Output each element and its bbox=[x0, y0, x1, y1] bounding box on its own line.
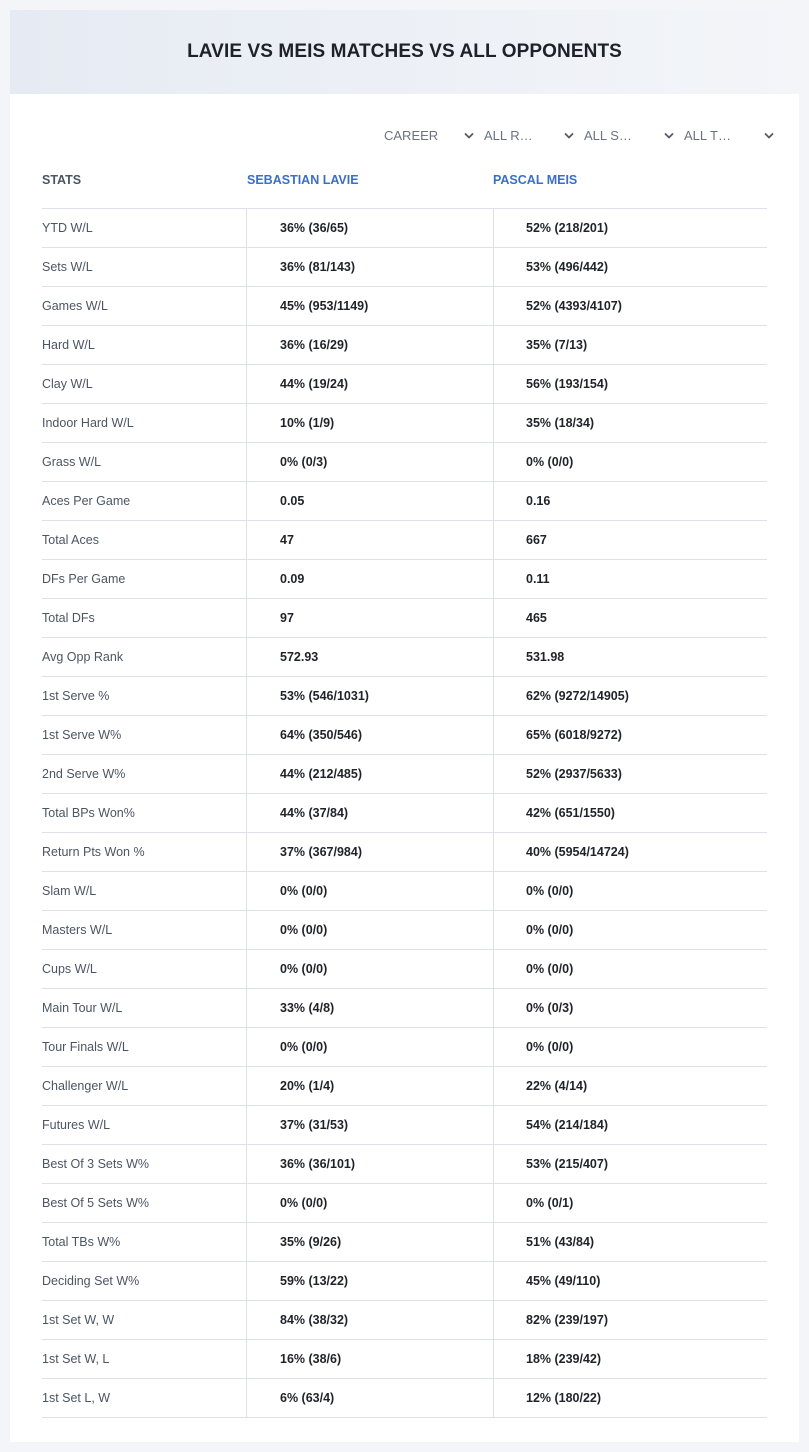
stat-label: Best Of 5 Sets W% bbox=[42, 1196, 149, 1210]
player2-value: 0% (0/0) bbox=[493, 872, 767, 910]
player1-value: 0.05 bbox=[246, 482, 492, 520]
table-row bbox=[42, 1301, 767, 1340]
table-row bbox=[42, 521, 767, 560]
stat-label: Grass W/L bbox=[42, 455, 102, 469]
table-row bbox=[42, 833, 767, 872]
player1-value: 45% (953/1149) bbox=[246, 287, 492, 325]
table-row bbox=[42, 287, 767, 326]
table-row bbox=[42, 443, 767, 482]
table-row bbox=[42, 872, 767, 911]
player1-value: 97 bbox=[246, 599, 492, 637]
table-row bbox=[42, 950, 767, 989]
table-row bbox=[42, 716, 767, 755]
player2-value: 56% (193/154) bbox=[493, 365, 767, 403]
table-row bbox=[42, 404, 767, 443]
player1-value: 6% (63/4) bbox=[246, 1379, 492, 1417]
table-row bbox=[42, 209, 767, 248]
player2-value: 0.11 bbox=[493, 560, 767, 598]
player1-value: 36% (16/29) bbox=[246, 326, 492, 364]
column-header-player1[interactable]: SEBASTIAN LAVIE bbox=[247, 173, 359, 187]
player2-value: 0% (0/0) bbox=[493, 911, 767, 949]
player1-value: 36% (36/101) bbox=[246, 1145, 492, 1183]
player1-value: 36% (81/143) bbox=[246, 248, 492, 286]
filter-label: CAREER bbox=[384, 128, 439, 143]
stat-label: Hard W/L bbox=[42, 338, 95, 352]
table-row bbox=[42, 677, 767, 716]
table-row bbox=[42, 365, 767, 404]
stat-label: YTD W/L bbox=[42, 221, 93, 235]
filter-surface-select[interactable] bbox=[584, 127, 684, 145]
table-row bbox=[42, 638, 767, 677]
player2-value: 0% (0/0) bbox=[493, 1028, 767, 1066]
table-row bbox=[42, 1106, 767, 1145]
stat-label: Main Tour W/L bbox=[42, 1001, 123, 1015]
table-row bbox=[42, 1379, 767, 1418]
column-header-stats: STATS bbox=[42, 173, 82, 187]
stat-label: 1st Set W, L bbox=[42, 1352, 110, 1366]
player1-value: 35% (9/26) bbox=[246, 1223, 492, 1261]
player2-value: 18% (239/42) bbox=[493, 1340, 767, 1378]
stat-label: Aces Per Game bbox=[42, 494, 131, 508]
player2-value: 35% (18/34) bbox=[493, 404, 767, 442]
stat-label: 1st Set W, W bbox=[42, 1313, 115, 1327]
player2-value: 62% (9272/14905) bbox=[493, 677, 767, 715]
table-header bbox=[42, 171, 767, 209]
stat-label: Tour Finals W/L bbox=[42, 1040, 129, 1054]
table-row bbox=[42, 482, 767, 521]
player2-value: 0% (0/0) bbox=[493, 950, 767, 988]
player1-value: 44% (37/84) bbox=[246, 794, 492, 832]
table-row bbox=[42, 560, 767, 599]
stat-label: Masters W/L bbox=[42, 923, 113, 937]
player1-value: 0% (0/0) bbox=[246, 872, 492, 910]
table-row bbox=[42, 911, 767, 950]
page-header bbox=[10, 10, 799, 94]
player1-value: 59% (13/22) bbox=[246, 1262, 492, 1300]
stat-label: 2nd Serve W% bbox=[42, 767, 126, 781]
stats-card bbox=[10, 10, 799, 1442]
table-row bbox=[42, 1184, 767, 1223]
stat-label: Avg Opp Rank bbox=[42, 650, 124, 664]
player1-value: 33% (4/8) bbox=[246, 989, 492, 1027]
filter-round-select[interactable] bbox=[484, 127, 584, 145]
table-row bbox=[42, 599, 767, 638]
player2-value: 0% (0/1) bbox=[493, 1184, 767, 1222]
player2-value: 52% (218/201) bbox=[493, 209, 767, 247]
stat-label: 1st Serve W% bbox=[42, 728, 122, 742]
player2-value: 0% (0/3) bbox=[493, 989, 767, 1027]
chevron-down-icon bbox=[664, 131, 674, 141]
player1-value: 84% (38/32) bbox=[246, 1301, 492, 1339]
player2-value: 667 bbox=[493, 521, 767, 559]
table-row bbox=[42, 1145, 767, 1184]
chevron-down-icon bbox=[464, 131, 474, 141]
player1-value: 572.93 bbox=[246, 638, 492, 676]
filter-bar bbox=[384, 127, 784, 145]
filter-label: ALL T… bbox=[684, 128, 731, 143]
player1-value: 16% (38/6) bbox=[246, 1340, 492, 1378]
player1-value: 44% (212/485) bbox=[246, 755, 492, 793]
stat-label: Games W/L bbox=[42, 299, 108, 313]
player2-value: 52% (4393/4107) bbox=[493, 287, 767, 325]
player2-value: 53% (215/407) bbox=[493, 1145, 767, 1183]
player2-value: 465 bbox=[493, 599, 767, 637]
filter-label: ALL S… bbox=[584, 128, 632, 143]
stat-label: Total BPs Won% bbox=[42, 806, 135, 820]
player1-value: 0% (0/0) bbox=[246, 1028, 492, 1066]
player2-value: 54% (214/184) bbox=[493, 1106, 767, 1144]
table-row bbox=[42, 1262, 767, 1301]
player1-value: 37% (367/984) bbox=[246, 833, 492, 871]
filter-label: ALL R… bbox=[484, 128, 533, 143]
stat-label: 1st Serve % bbox=[42, 689, 110, 703]
stats-table bbox=[42, 208, 767, 1418]
player2-value: 42% (651/1550) bbox=[493, 794, 767, 832]
player1-value: 64% (350/546) bbox=[246, 716, 492, 754]
player1-value: 53% (546/1031) bbox=[246, 677, 492, 715]
player1-value: 0% (0/0) bbox=[246, 911, 492, 949]
player2-value: 45% (49/110) bbox=[493, 1262, 767, 1300]
player1-value: 36% (36/65) bbox=[246, 209, 492, 247]
table-row bbox=[42, 248, 767, 287]
stat-label: 1st Set L, W bbox=[42, 1391, 111, 1405]
stat-label: Futures W/L bbox=[42, 1118, 111, 1132]
player2-value: 51% (43/84) bbox=[493, 1223, 767, 1261]
stat-label: Challenger W/L bbox=[42, 1079, 129, 1093]
stat-label: Indoor Hard W/L bbox=[42, 416, 134, 430]
player1-value: 0.09 bbox=[246, 560, 492, 598]
table-row bbox=[42, 1340, 767, 1379]
player2-value: 0% (0/0) bbox=[493, 443, 767, 481]
stat-label: Best Of 3 Sets W% bbox=[42, 1157, 149, 1171]
filter-tournament-select[interactable] bbox=[684, 127, 784, 145]
player1-value: 37% (31/53) bbox=[246, 1106, 492, 1144]
stat-label: Slam W/L bbox=[42, 884, 97, 898]
player2-value: 531.98 bbox=[493, 638, 767, 676]
page-title: LAVIE VS MEIS MATCHES VS ALL OPPONENTS bbox=[187, 41, 622, 62]
player2-value: 12% (180/22) bbox=[493, 1379, 767, 1417]
stat-label: Total TBs W% bbox=[42, 1235, 121, 1249]
player2-value: 22% (4/14) bbox=[493, 1067, 767, 1105]
stat-label: Total DFs bbox=[42, 611, 95, 625]
player1-value: 0% (0/0) bbox=[246, 1184, 492, 1222]
stat-label: Cups W/L bbox=[42, 962, 97, 976]
chevron-down-icon bbox=[564, 131, 574, 141]
table-row bbox=[42, 1028, 767, 1067]
player2-value: 65% (6018/9272) bbox=[493, 716, 767, 754]
table-row bbox=[42, 1067, 767, 1106]
stat-label: Clay W/L bbox=[42, 377, 93, 391]
player1-value: 20% (1/4) bbox=[246, 1067, 492, 1105]
table-row bbox=[42, 989, 767, 1028]
stat-label: Return Pts Won % bbox=[42, 845, 145, 859]
player1-value: 10% (1/9) bbox=[246, 404, 492, 442]
stat-label: Total Aces bbox=[42, 533, 99, 547]
player2-value: 0.16 bbox=[493, 482, 767, 520]
player2-value: 53% (496/442) bbox=[493, 248, 767, 286]
player1-value: 47 bbox=[246, 521, 492, 559]
player1-value: 0% (0/3) bbox=[246, 443, 492, 481]
chevron-down-icon bbox=[764, 131, 774, 141]
player2-value: 52% (2937/5633) bbox=[493, 755, 767, 793]
table-row bbox=[42, 326, 767, 365]
player1-value: 0% (0/0) bbox=[246, 950, 492, 988]
filter-period-select[interactable] bbox=[384, 127, 484, 145]
player1-value: 44% (19/24) bbox=[246, 365, 492, 403]
player2-value: 40% (5954/14724) bbox=[493, 833, 767, 871]
table-row bbox=[42, 1223, 767, 1262]
player2-value: 35% (7/13) bbox=[493, 326, 767, 364]
column-header-player2[interactable]: PASCAL MEIS bbox=[493, 173, 578, 187]
table-row bbox=[42, 755, 767, 794]
player2-value: 82% (239/197) bbox=[493, 1301, 767, 1339]
table-row bbox=[42, 794, 767, 833]
stat-label: Sets W/L bbox=[42, 260, 93, 274]
stat-label: DFs Per Game bbox=[42, 572, 126, 586]
stat-label: Deciding Set W% bbox=[42, 1274, 140, 1288]
